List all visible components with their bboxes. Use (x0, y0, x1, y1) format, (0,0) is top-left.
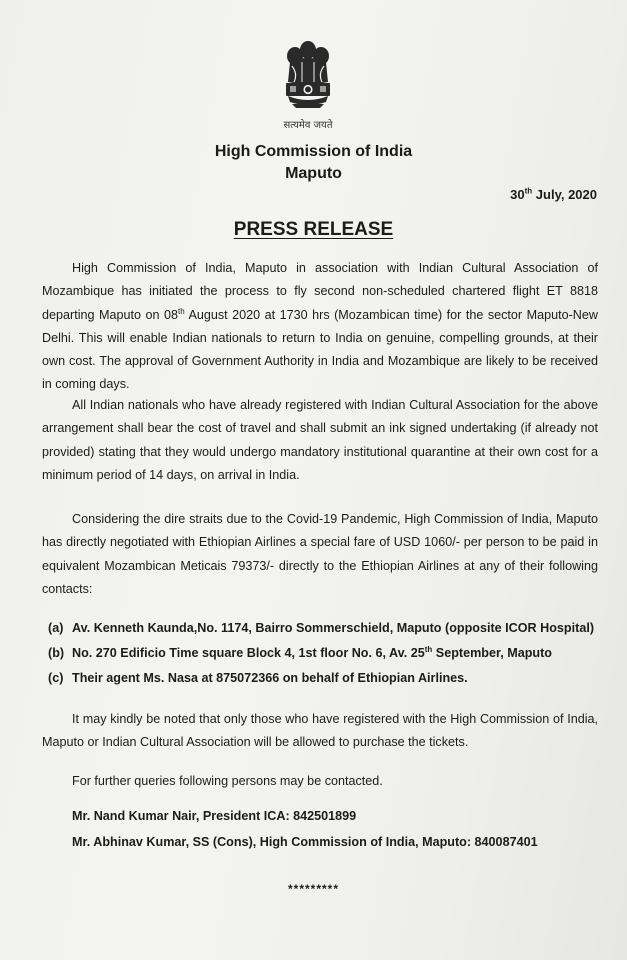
contact-text: Their agent Ms. Nasa at 875072366 on behalf of Ethiopian Airlines. (72, 671, 468, 685)
release-date (510, 187, 597, 202)
contact-text: No. 270 Edificio Time square Block 4, 1st floor No. 6, Av. 25 (72, 646, 425, 660)
contact-person-ica: Mr. Nand Kumar Nair, President ICA: 842501899 (72, 809, 357, 823)
organization-city: Maputo (285, 165, 342, 182)
paragraph1-sup: th (178, 306, 185, 316)
paragraph1-text-a: High Commission of India, Maputo in association with Indian Cultural Association of Mozambique has initiated the process to fly second non-scheduled chartered flight ET 8818 departing Maputo on 08 (42, 261, 598, 322)
contact-text-after: September, Maputo (432, 646, 552, 660)
state-emblem-icon (268, 36, 348, 116)
paragraph1-text-b: August 2020 at 1730 hrs (Mozambican time) for the sector Maputo-New Delhi. This will enable Indian nationals to return to India on genuine, compelling grounds, at their own cost. The approval of Government Authority in India and Mozambique are likely to be received in coming days. (42, 307, 598, 392)
paragraph-fare: Considering the dire straits due to the Covid-19 Pandemic, High Commission of India, Maputo has directly negotiated with Ethiopian Airlines a special fare of USD 1060/- per person to be paid in equivalent Mozambican Meticais 79373/- directly to the Ethiopian Airlines at any of their following contacts: (42, 512, 598, 596)
contacts-list (48, 616, 608, 691)
contact-item (48, 616, 608, 641)
date-month-year: July, 2020 (532, 187, 597, 202)
document-title: PRESS RELEASE (233, 219, 394, 240)
contact-tag: (a) (48, 621, 64, 635)
paragraph-eligibility: It may kindly be noted that only those who have registered with the High Commission of India, Maputo or Indian Cultural Association will be allowed to purchase the tickets. (42, 712, 598, 750)
paragraph-queries: For further queries following persons may be contacted. (72, 774, 383, 788)
contact-tag: (b) (48, 646, 65, 660)
contact-text: Av. Kenneth Kaunda,No. 1174, Bairro Sommerschield, Maputo (opposite ICOR Hospital) (72, 621, 595, 635)
date-day: 30 (510, 187, 525, 202)
date-suffix: th (524, 186, 533, 196)
contact-tag: (c) (48, 671, 64, 685)
contact-person-high-commission: Mr. Abhinav Kumar, SS (Cons), High Commission of India, Maputo: 840087401 (72, 835, 538, 849)
end-marker: ********* (287, 882, 340, 896)
paragraph-registration: All Indian nationals who have already registered with Indian Cultural Association for the above arrangement shall bear the cost of travel and shall submit an ink signed undertaking (if already not provided) stating that they would undergo mandatory institutional quarantine at their own cost for a minimum period of 14 days, on arrival in India. (42, 398, 598, 482)
paragraph-flight-details (42, 257, 598, 397)
contact-item (48, 666, 608, 691)
organization-name: High Commission of India (214, 143, 413, 160)
contact-sup: th (424, 644, 433, 654)
contact-item (48, 641, 608, 666)
emblem (268, 36, 348, 128)
emblem-motto: सत्यमेव जयते (283, 120, 333, 131)
